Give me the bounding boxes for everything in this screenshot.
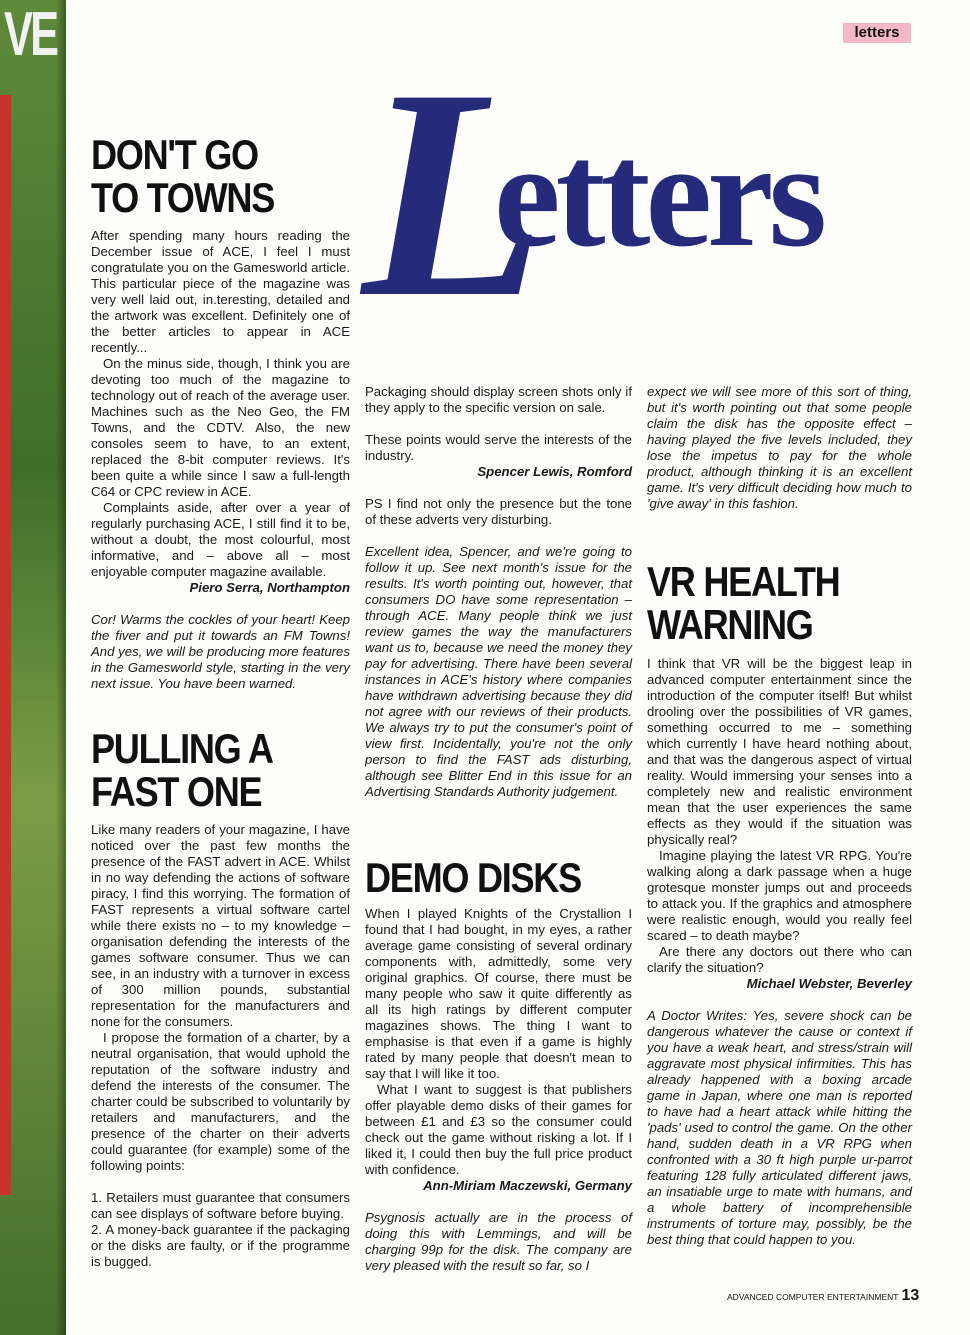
letter-paragraph: These points would serve the interests of the industry. bbox=[365, 432, 632, 463]
headline-line-1: VR HEALTH bbox=[647, 558, 840, 605]
letter-paragraph: Are there any doctors out there who can clarify the situation? bbox=[647, 944, 912, 975]
editor-reply: Cor! Warms the cockles of your heart! Keep the fiver and put it towards an FM Towns! And yes, we will be producing more features in the Gamesworld style, starting in the very next issue. You have been warned. bbox=[91, 612, 350, 691]
previous-page-edge bbox=[0, 0, 66, 1335]
letter-paragraph: When I played Knights of the Crystallion I found that I had bought, in my eyes, a rather average game consisting of several ordinary components with, admittedly, some very original graphics. Of course, there must be many people who saw it quite differently as all its high ratings by different computer magazines shows. The thing I want to emphasise is that even if a game is highly rated by many people that doesn't mean to say that I will like it too. bbox=[365, 906, 632, 1081]
publication-name: ADVANCED COMPUTER ENTERTAINMENT bbox=[727, 1292, 899, 1302]
editor-reply: A Doctor Writes: Yes, severe shock can be dangerous whatever the cause or context if you have a weak heart, and stress/strain will aggravate most physical infirmities. This has already happened with a boxing arcade game in Japan, where one man is reported to have had a heart attack while hitting the 'pads' used to control the game. On the other hand, sudden death in a VR RPG when confronted with a 30 ft high purple ur-parrot featuring 128 fully articulated different jaws, an insatiable urge to mate with humans, and a whole battery of incomprehensible instruments of torture may, possibly, be the best thing that could happen to you. bbox=[647, 1008, 912, 1247]
charter-point: 1. Retailers must guarantee that consumers can see displays of software before buying. bbox=[91, 1190, 350, 1221]
letter-signature: Piero Serra, Northampton bbox=[189, 580, 350, 595]
red-stripe bbox=[0, 95, 11, 1195]
headline-line-2: WARNING bbox=[647, 601, 813, 648]
edge-text: VE bbox=[4, 0, 57, 69]
letter-paragraph: What I want to suggest is that publishers offer playable demo disks of their games for between £1 and £3 so the consumer could check out the game without risking a lot. If I liked it, I could then buy the full price product with confidence. bbox=[365, 1082, 632, 1177]
letter-demo-disks bbox=[365, 856, 632, 1274]
letter-paragraph: Complaints aside, after over a year of regularly purchasing ACE, I still find it to be, without a doubt, the most colourful, most informative, and – above all – most enjoyable computer magazine available. bbox=[91, 500, 350, 579]
letter-signature: Michael Webster, Beverley bbox=[746, 976, 912, 991]
letter-paragraph: Imagine playing the latest VR RPG. You're walking along a dark passage when a huge grotesque monster jumps out and proceeds to attack you. If the graphics and atmosphere were realistic enough, would you really feel scared – to death maybe? bbox=[647, 848, 912, 943]
headline-line-1: DEMO DISKS bbox=[365, 854, 581, 901]
headline-line-2: TO TOWNS bbox=[91, 174, 275, 221]
editor-reply: Psygnosis actually are in the process of doing this with Lemmings, and will be charging 99p for the disk. The company are very pleased with the result so far, so I bbox=[365, 1210, 632, 1273]
letter-paragraph: I propose the formation of a charter, by a neutral organisation, that would uphold the reputation of the software industry and defend the interests of the consumer. The charter could be subscribed to voluntarily by retailers and manufacturers, and the presence of the charter on their adverts could guarantee (for example) some of the following points: bbox=[91, 1030, 350, 1173]
headline-line-2: FAST ONE bbox=[91, 768, 262, 815]
masthead-title: etters bbox=[494, 112, 823, 278]
letter-vr-health-warning bbox=[647, 560, 912, 1248]
letter-paragraph: After spending many hours reading the December issue of ACE, I feel I must congratulate you on the Gamesworld article. This particular piece of the magazine was very well laid out, in.teresting, detailed and the artwork was excellent. Definitely one of the better articles to appear in ACE recently... bbox=[91, 228, 350, 355]
editor-reply: Excellent idea, Spencer, and we're going to follow it up. See next month's issue for the results. It's worth pointing out, however, that consumers DO have some representation – through ACE. Many people think we just review games the way the manufacturers want us to, because we need the money they pay for advertising. There have been several instances in ACE's history where companies have withdrawn advertising because they did not agree with our reviews of their products. We always try to put the consumer's point of view first. Incidentally, you're not the only person to find the FAST ads disturbing, although see Blitter End in this issue for an Advertising Standards Authority judgement. bbox=[365, 544, 632, 799]
page-footer bbox=[727, 1287, 920, 1309]
editor-reply: expect we will see more of this sort of thing, but it's worth pointing out that some people claim the disk has the opposite effect – having played the five levels included, they lose the impetus to pay for the whole product, although thinking it is an excellent game. It's very difficult deciding how much to 'give away' in this fashion. bbox=[647, 384, 912, 511]
letter-paragraph: Packaging should display screen shots only if they apply to the specific version on sale. bbox=[365, 384, 632, 415]
section-tag: letters bbox=[843, 23, 911, 43]
letter-pulling-a-fast-one-continued bbox=[365, 384, 632, 800]
letter-dont-go-to-towns bbox=[91, 133, 350, 692]
letter-paragraph: On the minus side, though, I think you are devoting too much of the magazine to technology out of reach of the average user. Machines such as the Neo Geo, the FM Towns, and the CDTV. Also, the new consoles seem to have, to an extent, replaced the 8-bit computer reviews. It's been quite a while since I saw a full-length C64 or CPC review in ACE. bbox=[91, 356, 350, 499]
headline-line-1: DON'T GO bbox=[91, 131, 258, 178]
masthead-initial: L bbox=[362, 27, 546, 359]
letter-pulling-a-fast-one bbox=[91, 727, 350, 1270]
demo-disks-reply-continued bbox=[647, 384, 912, 512]
letter-paragraph: Like many readers of your magazine, I have noticed over the past few months the presence of the FAST advert in ACE. Whilst in no way defending the actions of software piracy, I find this worrying. The formation of FAST represents a virtual software cartel while there exists no – to my knowledge – organisation defending the interests of the games software consumer. Thus we can see, in an industry with a turnover in excess of 300 million pounds, substantial representation for the manufacturers and none for the consumers. bbox=[91, 822, 350, 1029]
page-number: 13 bbox=[901, 1287, 920, 1304]
headline-line-1: PULLING A bbox=[91, 725, 273, 772]
letter-paragraph: I think that VR will be the biggest leap in advanced computer entertainment since the introduction of the computer itself! But whilst drooling over the possibilities of VR games, something occurred to me – something which currently I have heard nothing about, and that was the dangerous aspect of virtual reality. Would immersing your senses into a completely new and realistic environment mean that the user experiences the same effects as they would if the situation was physically real? bbox=[647, 656, 912, 847]
letter-signature: Ann-Miriam Maczewski, Germany bbox=[423, 1178, 632, 1193]
letter-postscript: PS I find not only the presence but the tone of these adverts very disturbing. bbox=[365, 496, 632, 527]
charter-point: 2. A money-back guarantee if the packaging or the disks are faulty, or if the programme is bugged. bbox=[91, 1222, 350, 1269]
letter-signature: Spencer Lewis, Romford bbox=[477, 464, 632, 479]
